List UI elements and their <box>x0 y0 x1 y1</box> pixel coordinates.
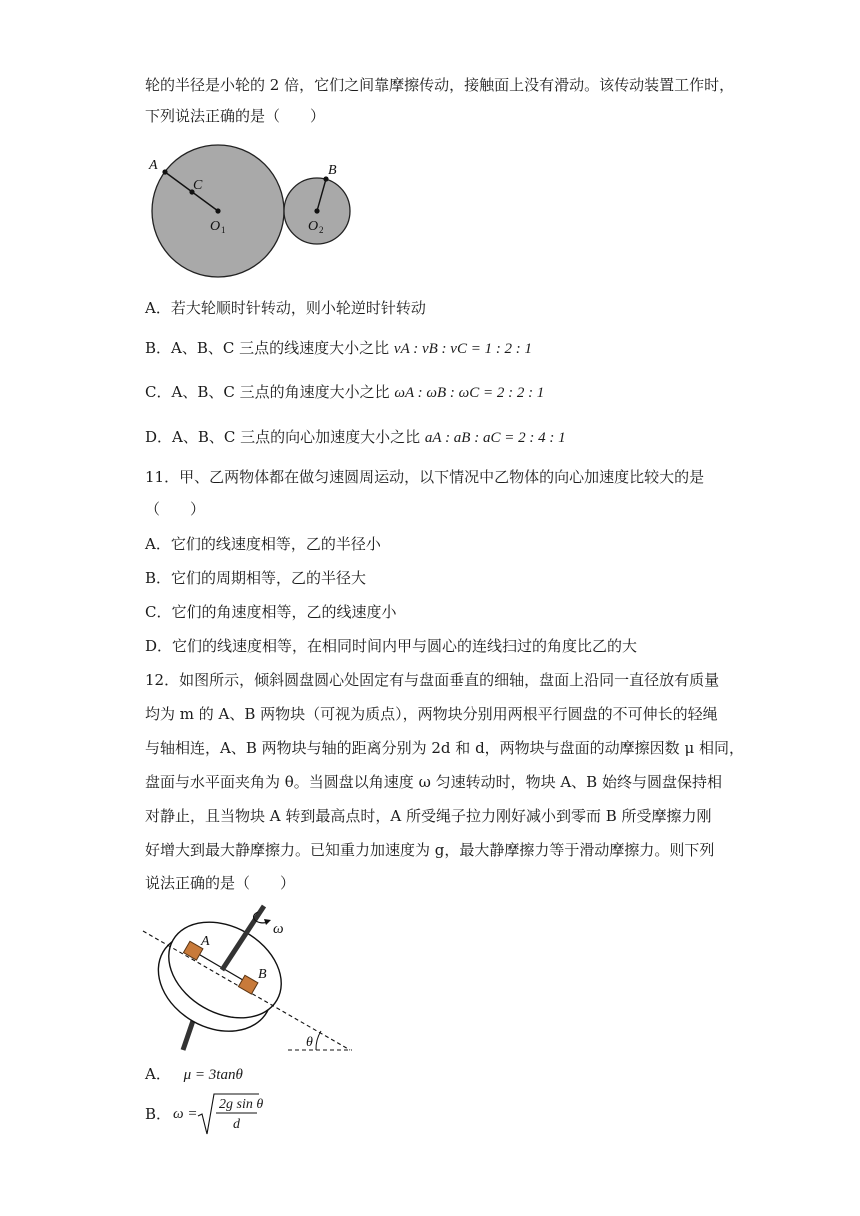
label-O1-sub: 1 <box>221 225 226 235</box>
q10-option-d: D．A、B、C 三点的向心加速度大小之比 aA : aB : aC = 2 : 4 : 1 <box>145 428 566 446</box>
q12-option-a-formula: μ = 3tanθ <box>183 1067 243 1083</box>
label-O1: O <box>210 219 221 234</box>
label-B: B <box>258 967 267 982</box>
label-C: C <box>193 178 203 193</box>
q11-option-c: C．它们的角速度相等，乙的线速度小 <box>145 603 397 621</box>
q10-stem-line-1: 轮的半径是小轮的 2 倍，它们之间靠摩擦传动，接触面上没有滑动。该传动装置工作时， <box>145 76 735 94</box>
label-A: A <box>149 158 158 173</box>
q10-option-c: C．A、B、C 三点的角速度大小之比 ωA : ωB : ωC = 2 : 2 : 1 <box>145 383 545 401</box>
q10-option-a: A．若大轮顺时针转动，则小轮逆时针转动 <box>145 299 426 317</box>
q10-option-b-formula: vA : vB : vC = 1 : 2 : 1 <box>393 341 533 357</box>
q10-option-d-formula: aA : aB : aC = 2 : 4 : 1 <box>424 430 566 446</box>
q10-wheels-figure <box>145 140 360 282</box>
q12-stem-line-5: 对静止，且当物块 A 转到最高点时，A 所受绳子拉力刚好减小到零而 B 所受摩擦力刚 <box>145 807 712 825</box>
q12-stem-line-1: 12．如图所示，倾斜圆盘圆心处固定有与盘面垂直的细轴，盘面上沿同一直径放有质量 <box>145 671 720 689</box>
label-B: B <box>328 163 337 178</box>
q10-option-b: B．A、B、C 三点的线速度大小之比 vA : vB : vC = 1 : 2 : 1 <box>145 339 533 357</box>
label-O2-sub: 2 <box>319 225 324 235</box>
q10-stem-line-2: 下列说法正确的是（ ） <box>145 107 326 125</box>
label-O2: O <box>308 219 319 234</box>
q12-option-a: A． μ = 3tanθ <box>145 1065 243 1083</box>
q12-option-b-denominator: d <box>233 1117 240 1132</box>
label-omega: ω <box>273 921 284 937</box>
point-O2 <box>314 208 319 213</box>
q11-stem-line-1: 11．甲、乙两物体都在做匀速圆周运动，以下情况中乙物体的向心加速度比较大的是 <box>145 468 705 486</box>
q10-option-c-formula: ωA : ωB : ωC = 2 : 2 : 1 <box>394 385 545 401</box>
q11-option-d: D．它们的线速度相等，在相同时间内甲与圆心的连线扫过的角度比乙的大 <box>145 637 638 655</box>
q11-stem-line-2: （ ） <box>145 500 206 518</box>
q12-stem-line-2: 均为 m 的 A、B 两物块（可视为质点），两物块分别用两根平行圆盘的不可伸长的轻绳 <box>145 705 718 723</box>
q12-inclined-disk-figure <box>140 900 360 1055</box>
label-theta: θ <box>306 1035 313 1050</box>
q12-option-b-numerator: 2g sin θ <box>219 1097 264 1112</box>
q12-option-b-lhs: ω = <box>173 1106 198 1122</box>
q12-stem-line-6: 好增大到最大静摩擦力。已知重力加速度为 g，最大静摩擦力等于滑动摩擦力。则下列 <box>145 841 715 859</box>
q12-stem-line-7: 说法正确的是（ ） <box>145 874 296 892</box>
point-O1 <box>215 208 220 213</box>
point-A <box>162 169 167 174</box>
q12-stem-line-3: 与轴相连，A、B 两物块与轴的距离分别为 2d 和 d，两物块与盘面的动摩擦因数 μ 相同， <box>145 739 744 757</box>
q11-option-a: A．它们的线速度相等，乙的半径小 <box>145 535 381 553</box>
q12-stem-line-4: 盘面与水平面夹角为 θ。当圆盘以角速度 ω 匀速转动时，物块 A、B 始终与圆盘保持相 <box>145 773 722 791</box>
label-A: A <box>201 934 210 949</box>
q11-option-b: B．它们的周期相等，乙的半径大 <box>145 569 367 587</box>
